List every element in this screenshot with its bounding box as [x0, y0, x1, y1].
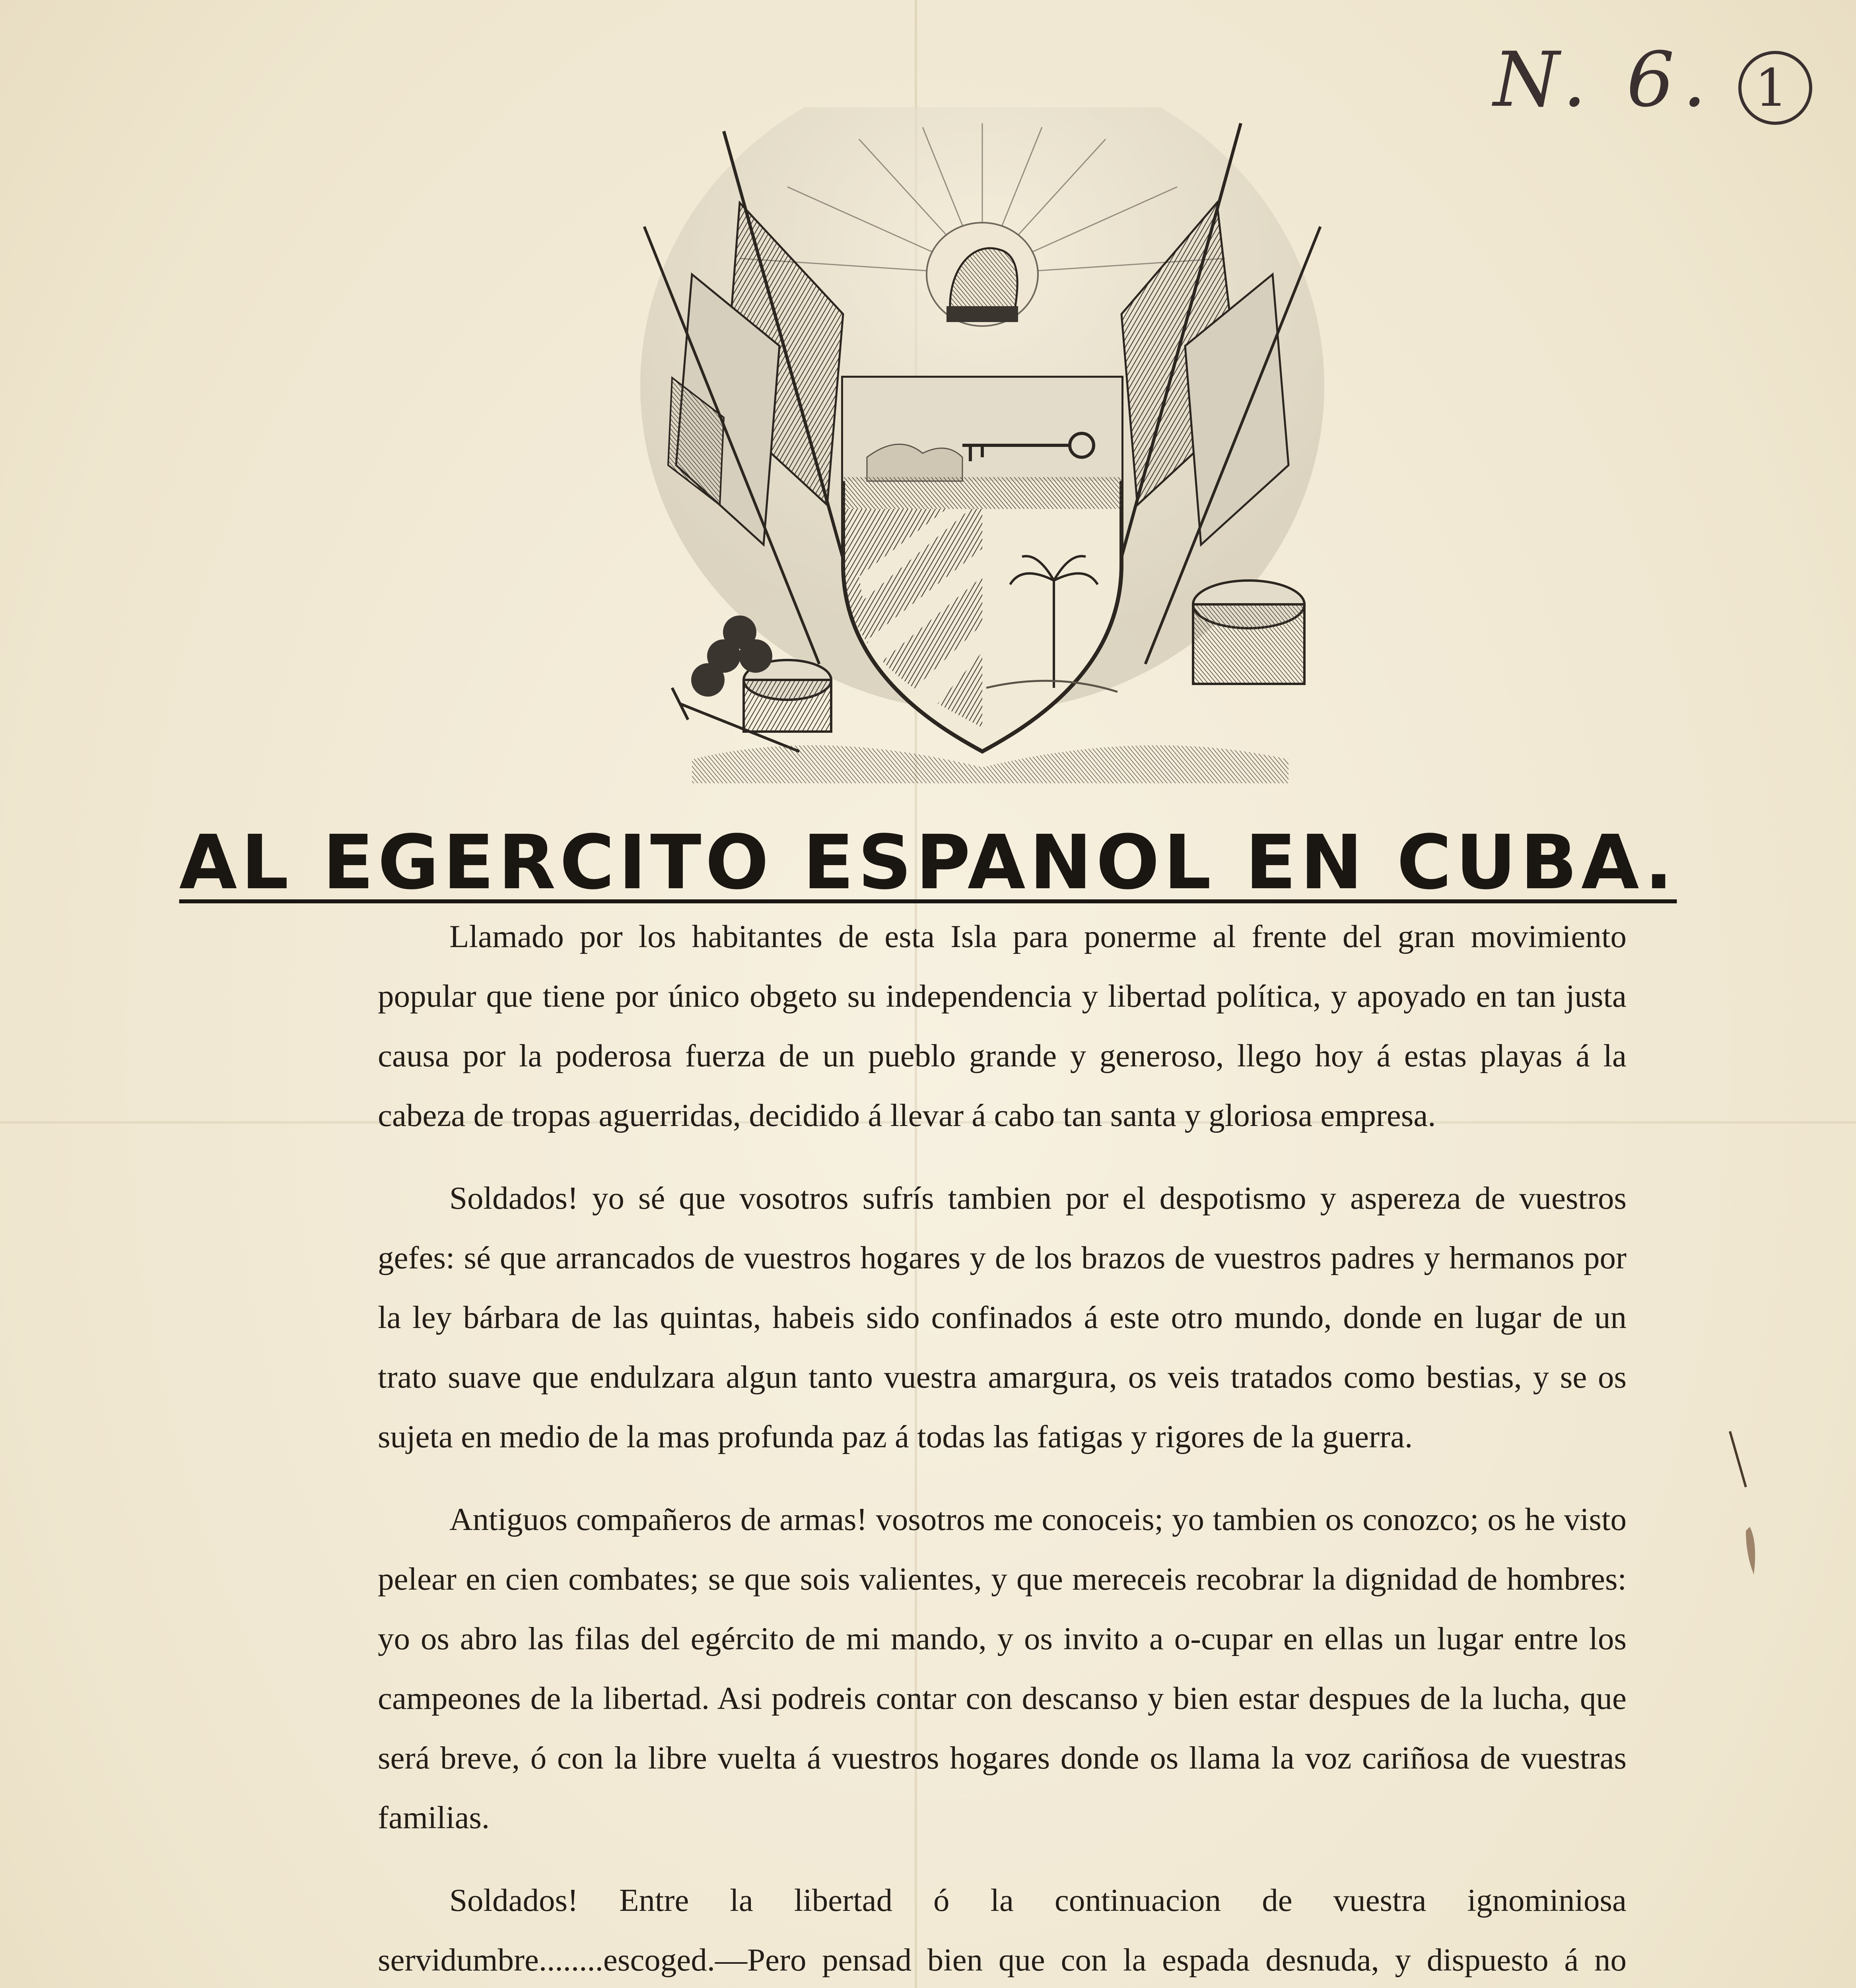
closing-salutation: [378, 1980, 1627, 1988]
document-title: AL EGERCITO ESPANOL EN CUBA.: [179, 819, 1677, 906]
paragraph: Llamado por los habitantes de esta Isla para ponerme al frente del gran movimiento popular que tiene por único obgeto su independencia y libertad política, y apoyado en tan justa causa por la poderosa fuerza de un pueblo grande y generoso, llego hoy á estas playas á la cabeza de tropas aguerridas, decidido á llevar á cabo tan santa y gloriosa empresa.: [378, 918, 1627, 1133]
ink-stain: [1722, 1423, 1778, 1590]
proclamation-body: [378, 907, 1627, 1988]
paragraph: Soldados! yo sé que vosotros sufrís tambien por el despotismo y aspereza de vuestros gefes: sé que arrancados de vuestros hogares y de los brazos de vuestros padres y hermanos por la ley bárbara de las quintas, habeis sido confinados á este otro mundo, donde en lugar de un trato suave que endulzara algun tanto vuestra amargura, os veis tratados como bestias, y se os sujeta en medio de la mas profunda paz á todas las fatigas y rigores de la guerra.: [378, 1180, 1627, 1454]
annotation-circled-number: 1: [1738, 51, 1812, 125]
paragraph: Soldados! Entre la libertad ó la continuacion de vuestra ignominiosa servidumbre........escoged.—Pero pensad bien que con la espada desnuda, y dispuesto á no: [378, 1882, 1627, 1978]
handwritten-annotation: [1493, 36, 1812, 125]
paragraph: Antiguos compañeros de armas! vosotros me conoceis; yo tambien os conozco; os he visto pelear en cien combates; se que sois valientes, y que mereceis recobrar la dignidad de hombres: yo os abro las filas del egército de mi mando, y os invito a o-cupar en ellas un lugar entre los campeones de la libertad. Asi podreis contar con descanso y bien estar despues de la lucha, que será breve, ó con la libre vuelta á vuestros hogares donde os llama la voz cariñosa de vuestras familias.: [378, 1501, 1627, 1835]
coat-of-arms-engraving: [620, 107, 1344, 795]
foliage-base: [692, 745, 1289, 783]
annotation-number: N. 6.: [1493, 36, 1714, 124]
phrygian-cap: [927, 223, 1038, 326]
closing-block: [378, 1980, 1627, 1988]
drum-right: [1193, 580, 1304, 684]
